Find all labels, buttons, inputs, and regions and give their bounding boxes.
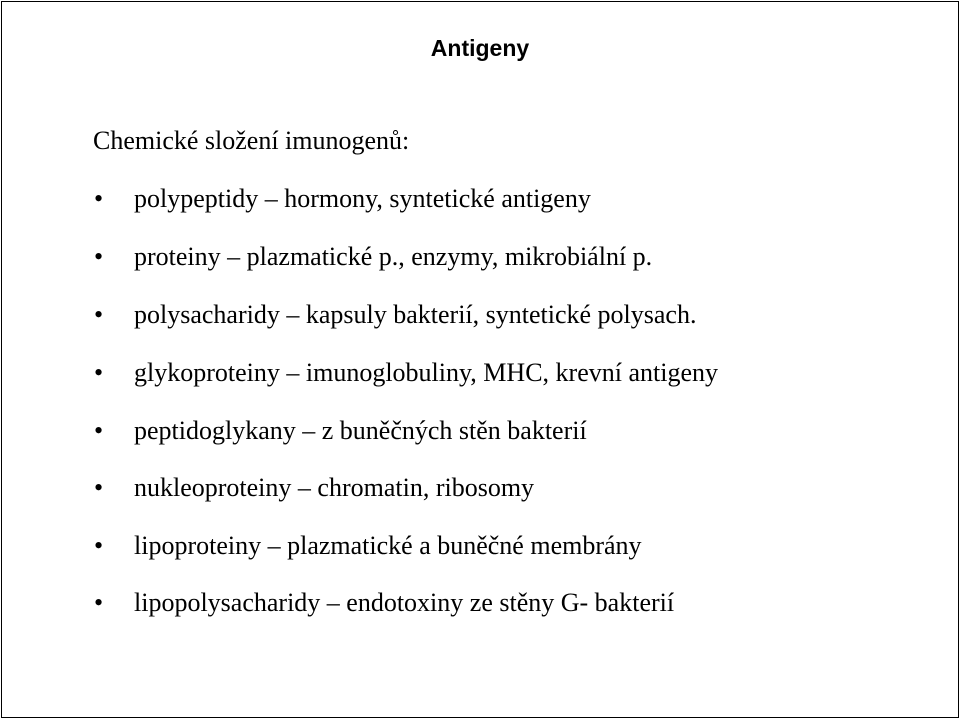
bullet-icon: • xyxy=(94,358,104,387)
list-item-text: lipopolysacharidy – endotoxiny ze stěny G- bakterií xyxy=(134,588,675,617)
list-item-text: proteiny – plazmatické p., enzymy, mikrobiální p. xyxy=(134,242,653,271)
bullet-icon: • xyxy=(94,473,104,502)
slide xyxy=(1,1,959,718)
list-item-text: nukleoproteiny – chromatin, ribosomy xyxy=(134,473,535,502)
bullet-icon: • xyxy=(94,300,104,329)
bullet-icon: • xyxy=(94,184,104,213)
list-item-text: lipoproteiny – plazmatické a buněčné membrány xyxy=(134,531,642,560)
bullet-icon: • xyxy=(94,588,104,617)
bullet-icon: • xyxy=(94,242,104,271)
list-item-text: polysacharidy – kapsuly bakterií, syntetické polysach. xyxy=(134,300,697,329)
intro-text: Chemické složení imunogenů: xyxy=(93,126,410,155)
list-item-text: polypeptidy – hormony, syntetické antigeny xyxy=(134,184,591,213)
slide-title: Antigeny xyxy=(430,35,530,61)
list-item-text: glykoproteiny – imunoglobuliny, MHC, krevní antigeny xyxy=(134,358,718,387)
bullet-icon: • xyxy=(94,416,104,445)
bullet-icon: • xyxy=(94,531,104,560)
list-item-text: peptidoglykany – z buněčných stěn bakterií xyxy=(134,416,587,445)
